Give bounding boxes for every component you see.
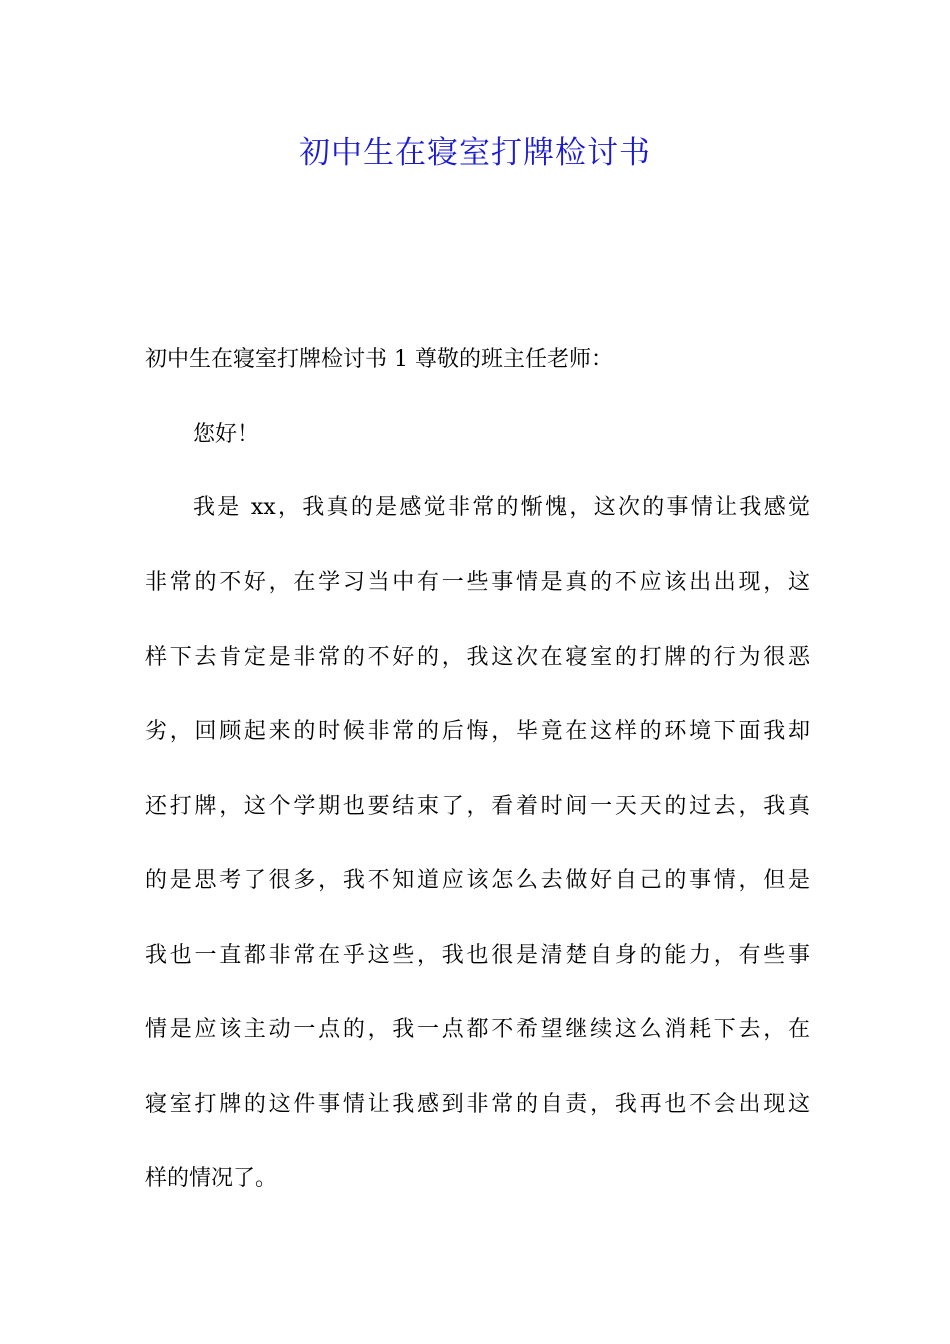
body-line: 情是应该主动一点的，我一点都不希望继续这么消耗下去，在 — [145, 1017, 810, 1042]
body-line: 非常的不好，在学习当中有一些事情是真的不应该出出现，这 — [145, 570, 810, 595]
body-line: 还打牌，这个学期也要结束了，看着时间一天天的过去，我真 — [145, 794, 810, 819]
body-line: 我是 xx，我真的是感觉非常的惭愧，这次的事情让我感觉 — [193, 495, 810, 520]
body-line: 样下去肯定是非常的不好的，我这次在寝室的打牌的行为很恶 — [145, 645, 810, 670]
salutation-line: 初中生在寝室打牌检讨书 1 尊敬的班主任老师： — [145, 347, 613, 372]
body-line: 劣，回顾起来的时候非常的后悔，毕竟在这样的环境下面我却 — [145, 719, 810, 744]
document-title: 初中生在寝室打牌检讨书 — [299, 135, 651, 171]
body-line: 我也一直都非常在乎这些，我也很是清楚自身的能力，有些事 — [145, 943, 810, 968]
body-line: 样的情况了。 — [145, 1166, 278, 1191]
greeting-line: 您好！ — [193, 422, 260, 447]
body-line: 寝室打牌的这件事情让我感到非常的自责，我再也不会出现这 — [145, 1092, 810, 1117]
body-line: 的是思考了很多，我不知道应该怎么去做好自己的事情，但是 — [145, 868, 810, 893]
